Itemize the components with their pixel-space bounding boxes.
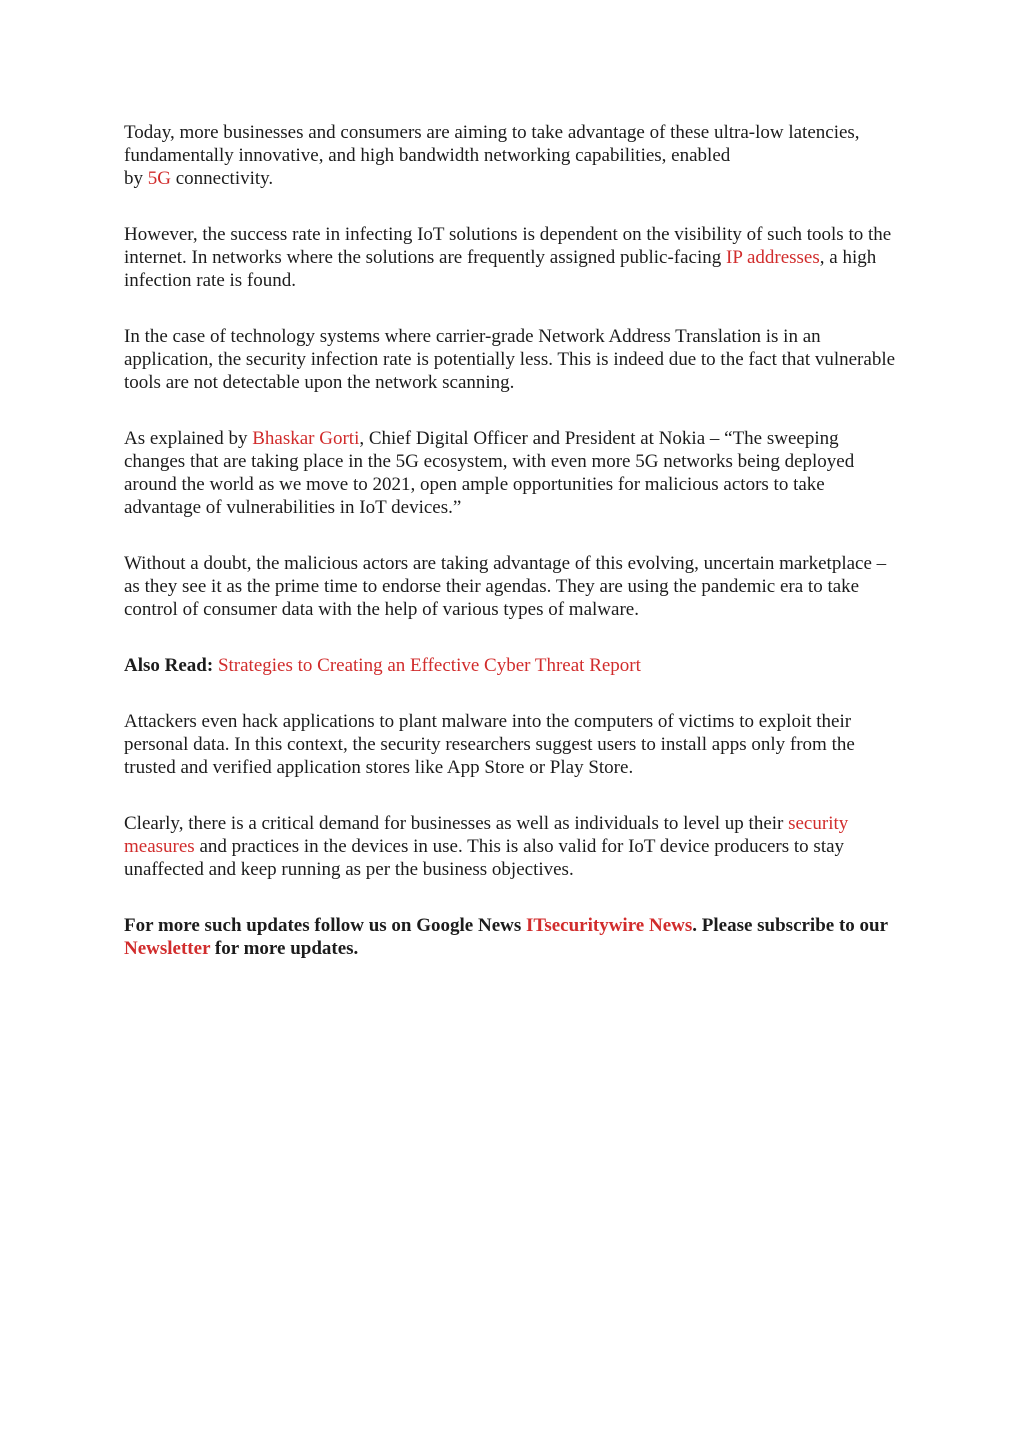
paragraph-attackers [124,710,900,779]
paragraph-text: Attackers even hack applications to plant malware into the computers of victims to exploit their personal data. In this context, the security researchers suggest users to install apps only from the trusted and verified application stores like App Store or Play Store. [124,711,855,778]
paragraph-text: connectivity. [170,168,274,189]
paragraph-text: , a high infection rate is found. [124,247,877,291]
link-also-read-article[interactable]: Strategies to Creating an Effective Cyber Threat Report [217,655,641,676]
paragraph-security-measures [124,812,900,881]
link-ip-addresses[interactable]: IP addresses [726,247,820,268]
paragraph-text: , Chief Digital Officer and President at Nokia – “The sweeping changes that are taking place in the 5G ecosystem, with even more 5G networks being deployed around the world as we move to 2021, open ample opportunities for malicious actors to take advantage of vulnerabilities in IoT devices.” [124,428,855,518]
paragraph-text: As explained by [124,428,253,449]
footer-text: . Please subscribe to our [692,915,888,936]
paragraph-text: In the case of technology systems where carrier-grade Network Address Translation is in an application, the security infection rate is potentially less. This is indeed due to the fact that vulnerable tools are not detectable upon the network scanning. [124,326,896,393]
paragraph-malicious-actors [124,552,900,621]
footer-text: For more such updates follow us on Google News [124,915,527,936]
footer-text: for more updates. [210,938,359,959]
paragraph-quote [124,427,900,519]
paragraph-intro [124,121,900,190]
paragraph-nat [124,325,900,394]
paragraph-text: Without a doubt, the malicious actors are taking advantage of this evolving, uncertain marketplace – as they see it as the prime time to endorse their agendas. They are using the pandemic era to take control of consumer data with the help of various types of malware. [124,553,887,620]
paragraph-text: Today, more businesses and consumers are aiming to take advantage of these ultra-low latencies, fundamentally innovative, and high bandwidth networking capabilities, enabled [124,122,860,166]
paragraph-text: However, the success rate in infecting IoT solutions is dependent on the visibility of such tools to the internet. In networks where the solutions are frequently assigned public-facing [124,224,892,268]
link-security-measures[interactable]: security measures [124,813,849,857]
link-5g[interactable]: 5G [147,168,171,189]
link-itsecuritywire-news[interactable]: ITsecuritywire News [526,915,693,936]
paragraph-text: by [124,168,148,189]
article-body [124,121,900,993]
link-bhaskar-gorti[interactable]: Bhaskar Gorti [252,428,360,449]
paragraph-text: and practices in the devices in use. This is also valid for IoT device producers to stay unaffected and keep running as per the business objectives. [124,836,845,880]
also-read [124,654,900,677]
also-read-label: Also Read: [124,655,214,676]
footer-subscribe [124,914,900,960]
paragraph-text: Clearly, there is a critical demand for businesses as well as individuals to level up their [124,813,789,834]
paragraph-infection-rate [124,223,900,292]
link-newsletter[interactable]: Newsletter [124,938,211,959]
